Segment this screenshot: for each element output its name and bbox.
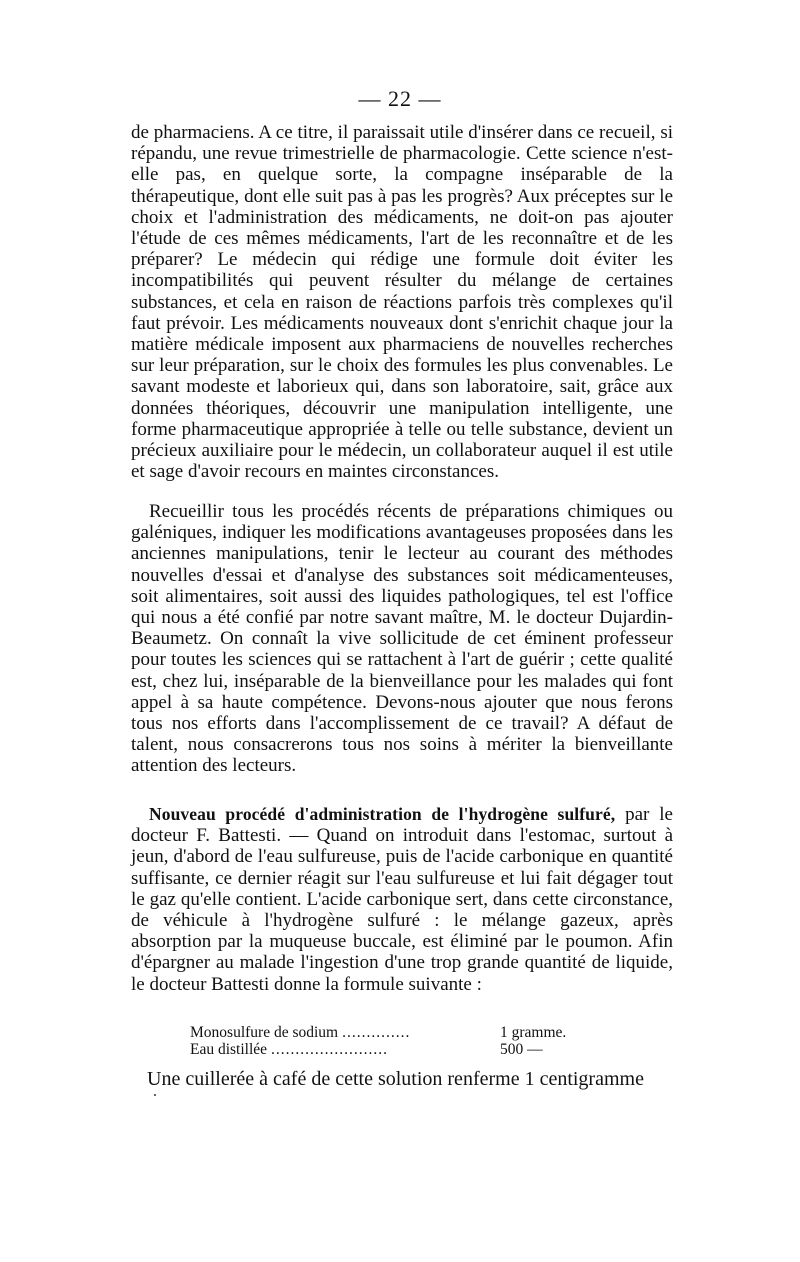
paragraph-1: de pharmaciens. A ce titre, il paraissait utile d'insérer dans ce recueil, si répandu, une revue trimestrielle de pharmacologie. Cette science n'est-elle pas, en quelque sorte, la compagne inséparable de la thérapeutique, dont elle suit pas à pas les progrès? Aux préceptes sur le choix et l'administration des médicaments, ne doit-on pas ajouter l'étude de ces mêmes médicaments, l'art de les reconnaître et de les préparer? Le médecin qui rédige une formule doit éviter les incompatibilités qui peuvent résulter du mélange de certaines substances, et cela en raison de réactions parfois très complexes qu'il faut prévoir. Les médicaments nouveaux dont s'enrichit chaque jour la matière médicale imposent aux pharmaciens de nouvelles recherches sur leur préparation, sur le choix des formules les plus convenables. Le savant modeste et laborieux qui, dans son laboratoire, sait, grâce aux données théoriques, découvrir une manipulation intelligente, une forme pharmaceutique appropriée à telle ou telle substance, devient un précieux auxiliaire pour le médecin, un collaborateur auquel il est utile et sage d'avoir recours en maintes circonstances. (131, 122, 673, 483)
ink-speck (154, 1094, 156, 1096)
paragraph-2 (131, 501, 673, 777)
leader-dots: .............. (342, 1024, 411, 1041)
formula-row (190, 1041, 610, 1058)
page-number: — 22 — (358, 86, 442, 111)
ingredient-name: Monosulfure de sodium (190, 1024, 339, 1041)
section-heading: Nouveau procédé d'administration de l'hydrogène sulfuré, (149, 804, 616, 824)
ingredient-quantity: 500 — (500, 1041, 543, 1058)
ingredient-name: Eau distillée (190, 1041, 268, 1058)
formula-row (190, 1024, 610, 1041)
ingredient-quantity: 1 gramme. (500, 1024, 567, 1041)
section-battesti (131, 804, 673, 995)
section-text: par le docteur F. Battesti. — Quand on introduit dans l'estomac, surtout à jeun, d'abord de l'eau sulfureuse, puis de l'acide carbonique en quantité suffisante, ce dernier réagit sur l'eau sulfureuse et lui fait dégager tout le gaz qu'elle contient. L'acide carbonique sert, dans cette circonstance, de véhicule à l'hydrogène sulfuré : le mélange gazeux, après absorption par la muqueuse buccale, est éliminé par le poumon. Afin d'épargner au malade l'ingestion d'une trop grande quantité de liquide, le docteur Battesti donne la formule suivante : (131, 804, 673, 995)
formula-table (190, 1024, 610, 1058)
leader-dots: ........................ (271, 1041, 389, 1058)
paragraph-2-text: Recueillir tous les procédés récents de préparations chimiques ou galéniques, indiquer les modifications avantageuses proposées dans les anciennes manipulations, tenir le lecteur au courant des méthodes nouvelles d'essai et d'analyse des substances soit médicamenteuses, soit alimentaires, soit aussi des liquides pathologiques, tel est l'office qui nous a été confié par notre savant maître, M. le docteur Dujardin-Beaumetz. On connaît la vive sollicitude de cet éminent professeur pour toutes les sciences qui se rattachent à l'art de guérir ; cette qualité est, chez lui, inséparable de la bienveillance pour les malades qui font appel à sa haute compétence. Devons-nous ajouter que nous ferons tous nos efforts dans l'accomplissement de ce travail? A défaut de talent, nous consacrerons tous nos soins à mériter la bienveillante attention des lecteurs. (131, 501, 673, 777)
closing-line: Une cuillerée à café de cette solution renferme 1 centigramme (147, 1068, 644, 1090)
